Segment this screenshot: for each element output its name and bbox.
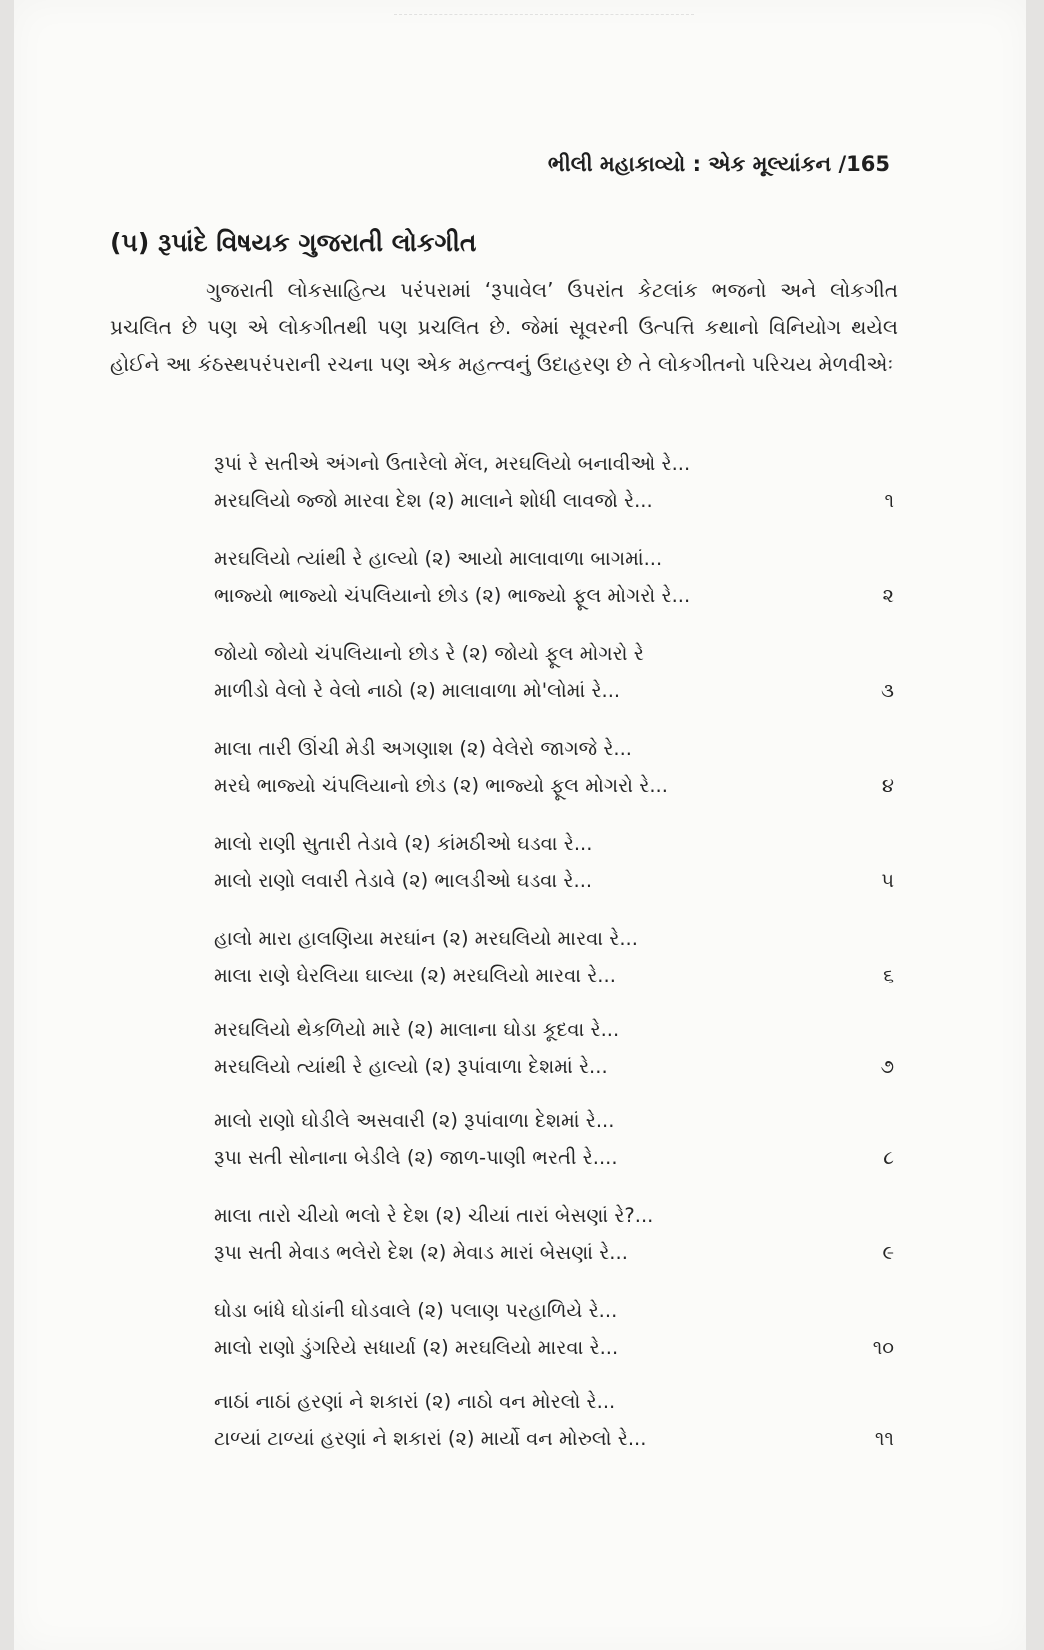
poem-line: ભાજ્યો ભાજ્યો ચંપલિયાનો છોડ (૨) ભાજ્યો ફૂલ મોગરો રે...: [214, 584, 691, 607]
stanza-3: [214, 642, 894, 737]
poem-line: મરઘલિયો જ્જો મારવા દેશ (૨) માલાને શોધી લાવજો રે...: [214, 489, 653, 512]
poem-line: ઘોડા બાંધે ઘોડાંની ઘોડવાલે (૨) પલાણ પરહાળિયે રે...: [214, 1299, 618, 1322]
book-page: [14, 0, 1026, 1650]
stanza-9: [214, 1204, 894, 1299]
stanza-number: ૬: [883, 964, 894, 987]
section-title: (૫) રૂપાંદે વિષયક ગુજરાતી લોકગીત: [110, 228, 477, 257]
stanza-number: ૭: [880, 1055, 894, 1078]
stanza-2: [214, 547, 894, 642]
stanza-number: ૫: [881, 869, 894, 892]
stanza-10: [214, 1299, 894, 1390]
stanza-number: ૧૧: [874, 1427, 894, 1450]
stanza-7: [214, 1018, 894, 1109]
poem: [214, 452, 894, 1481]
running-head: ભીલી મહાકાવ્યો : એક મૂલ્યાંકન /165: [547, 152, 890, 176]
stanza-number: ૧૦: [872, 1336, 894, 1359]
poem-line: માલો રાણો ઘોડીલે અસવારી (૨) રૂપાંવાળા દેશમાં રે...: [214, 1109, 615, 1132]
stanza-4: [214, 737, 894, 832]
poem-line: મરઘલિયો થેકળિયો મારે (૨) માલાના ઘોડા કૂદવા રે...: [214, 1018, 620, 1041]
poem-line: માલા તારી ઊંચી મેડી અગણાશ (૨) વેલેરો જાગજે રે...: [214, 737, 632, 760]
poem-line: મરઘલિયો ત્યાંથી રે હાલ્યો (૨) રૂપાંવાળા દેશમાં રે...: [214, 1055, 608, 1078]
poem-line: મરઘલિયો ત્યાંથી રે હાલ્યો (૨) આયો માલાવાળા બાગમાં...: [214, 547, 663, 570]
stanza-6: [214, 927, 894, 1018]
poem-line: રૂપાં રે સતીએ અંગનો ઉતારેલો મેંલ, મરઘલિયો બનાવીઓ રે...: [214, 452, 691, 475]
stanza-number: ૨: [882, 584, 894, 607]
poem-line: જોયો જોયો ચંપલિયાનો છોડ રે (૨) જોયો ફૂલ મોગરો રે: [214, 642, 644, 665]
stanza-1: [214, 452, 894, 547]
poem-line: રૂપા સતી મેવાડ ભલેરો દેશ (૨) મેવાડ મારાં બેસણાં રે...: [214, 1241, 628, 1264]
stanza-number: ૩: [881, 679, 894, 702]
stanza-number: ૪: [881, 774, 894, 797]
poem-line: ટાળ્યાં ટાળ્યાં હરણાં ને શકારાં (૨) માર્યો વન મોરુલો રે...: [214, 1427, 647, 1450]
scan-edge-marks: [394, 0, 694, 15]
poem-line: નાઠાં નાઠાં હરણાં ને શકારાં (૨) નાઠો વન મોરલો રે...: [214, 1390, 616, 1413]
stanza-8: [214, 1109, 894, 1204]
poem-line: માલો રાણી સુતારી તેડાવે (૨) કાંમઠીઓ ઘડવા રે...: [214, 832, 593, 855]
poem-line: માલા રાણે ઘેરલિયા ઘાલ્યા (૨) મરઘલિયો મારવા રે...: [214, 964, 616, 987]
poem-line: માલો રાણો લવારી તેડાવે (૨) ભાલડીઓ ઘડવા રે...: [214, 869, 593, 892]
poem-line: માળીડો વેલો રે વેલો નાઠો (૨) માલાવાળા મો'લોમાં રે...: [214, 679, 621, 702]
stanza-11: [214, 1390, 894, 1481]
stanza-number: ૯: [882, 1241, 894, 1264]
poem-line: માલો રાણો ડુંગરિયે સધાર્યા (૨) મરઘલિયો મારવા રે...: [214, 1336, 619, 1359]
stanza-number: ૧: [884, 489, 894, 512]
stanza-number: ૮: [883, 1146, 894, 1169]
poem-line: મરઘે ભાજ્યો ચંપલિયાનો છોડ (૨) ભાજ્યો ફૂલ મોગરો રે...: [214, 774, 668, 797]
poem-line: હાલો મારા હાલણિયા મરઘાંન (૨) મરઘલિયો મારવા રે...: [214, 927, 638, 950]
poem-line: માલા તારો ચીયો ભલો રે દેશ (૨) ચીયાં તારાં બેસણાં રે?...: [214, 1204, 654, 1227]
stanza-5: [214, 832, 894, 927]
intro-paragraph: ગુજરાતી લોકસાહિત્ય પરંપરામાં ‘રૂપાવેલ’ ઉપરાંત કેટલાંક ભજનો અને લોકગીત પ્રચલિત છે પણ એ લોકગીતથી પણ પ્રચલિત છે. જેમાં સૂવરની ઉત્પત્તિ કથાનો વિનિયોગ થયેલ હોઈને આ કંઠસ્થપરંપરાની રચના પણ એક મહત્ત્વનું ઉદાહરણ છે તે લોકગીતનો પરિચય મેળવીએઃ: [110, 278, 898, 376]
poem-line: રૂપા સતી સોનાના બેડીલે (૨) જાળ-પાણી ભરતી રે....: [214, 1146, 618, 1169]
